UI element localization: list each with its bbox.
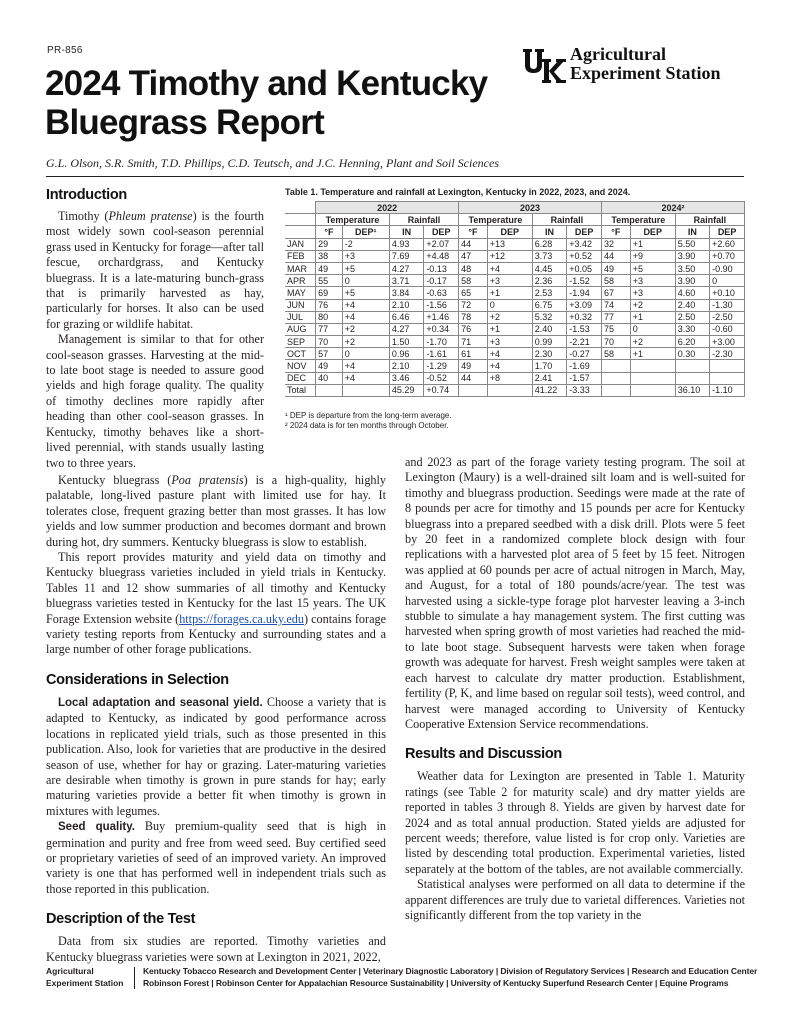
table-row bbox=[285, 238, 745, 250]
row-label: FEB bbox=[285, 250, 316, 262]
section-heading-results: Results and Discussion bbox=[405, 746, 562, 763]
table-cell: +1 bbox=[487, 287, 532, 299]
row-label: JUL bbox=[285, 311, 316, 323]
table-cell: -1.94 bbox=[567, 287, 602, 299]
table-cell: 4.45 bbox=[532, 262, 566, 274]
table-cell: +0.05 bbox=[567, 262, 602, 274]
table-cell: 4.27 bbox=[389, 262, 423, 274]
table-row bbox=[285, 311, 745, 323]
table-cell: 77 bbox=[602, 311, 631, 323]
test-paragraph-1a: Data from six studies are reported. Timothy varieties and Kentucky bluegrass varieties were sown at Lexington in 2021, 2022, bbox=[46, 934, 386, 964]
table-cell: 2.30 bbox=[532, 348, 566, 360]
weather-table bbox=[285, 201, 745, 397]
table-cell: -1.61 bbox=[424, 348, 459, 360]
table-cell: 2.40 bbox=[675, 299, 709, 311]
table-cell: -2.21 bbox=[567, 336, 602, 348]
group-header: Temperature bbox=[459, 214, 533, 226]
table-cell: +3 bbox=[630, 275, 675, 287]
group-header: Temperature bbox=[602, 214, 676, 226]
table-row bbox=[285, 384, 745, 396]
year-header: 2023 bbox=[459, 202, 602, 214]
table-cell: 76 bbox=[316, 299, 343, 311]
table-cell: 58 bbox=[602, 348, 631, 360]
table-cell bbox=[602, 372, 631, 384]
table-cell: 77 bbox=[316, 323, 343, 335]
table-cell: 3.90 bbox=[675, 250, 709, 262]
table-cell: 0.96 bbox=[389, 348, 423, 360]
table-cell: -2 bbox=[342, 238, 389, 250]
table-cell: 3.71 bbox=[389, 275, 423, 287]
row-label: JUN bbox=[285, 299, 316, 311]
table-cell bbox=[602, 360, 631, 372]
column-header: IN bbox=[675, 226, 709, 238]
table-row bbox=[285, 275, 745, 287]
table-cell: -1.30 bbox=[710, 299, 745, 311]
table-cell: 2.40 bbox=[532, 323, 566, 335]
table-cell: 76 bbox=[459, 323, 488, 335]
row-label: APR bbox=[285, 275, 316, 287]
selection-paragraph-2: Seed quality. Buy premium-quality seed that is high in germination and purity and free from weed seed. Buy certified seed or proprietary varieties of seed of an improved variety. An improved variety is one that has performed well in independent trials such as those reported in this publication. bbox=[46, 819, 386, 896]
table-row bbox=[285, 287, 745, 299]
year-header: 2022 bbox=[316, 202, 459, 214]
results-paragraph-1: Weather data for Lexington are presented in Table 1. Maturity ratings (see Table 2 for maturity scale) and dry matter yields are reported in tables 3 through 8. Yields are given by harvest date for 2024 and as total annual production. Stated yields are adjusted for percent weeds; therefore, value listed is for crop only. Varieties are listed by descending total production. Experimental varieties, listed separately at the bottom of the tables, are not available commercially. bbox=[405, 769, 745, 876]
table-cell: 7.69 bbox=[389, 250, 423, 262]
group-header: Rainfall bbox=[532, 214, 601, 226]
table-cell: 2.10 bbox=[389, 299, 423, 311]
table-cell: -0.60 bbox=[710, 323, 745, 335]
row-label: NOV bbox=[285, 360, 316, 372]
table-cell: +13 bbox=[487, 238, 532, 250]
table-cell: 0.99 bbox=[532, 336, 566, 348]
table-cell: +5 bbox=[342, 287, 389, 299]
table-cell: +0.74 bbox=[424, 384, 459, 396]
group-header: Rainfall bbox=[389, 214, 458, 226]
table-cell: +0.34 bbox=[424, 323, 459, 335]
column-header: DEP bbox=[424, 226, 459, 238]
column-header: DEP bbox=[567, 226, 602, 238]
table-cell bbox=[675, 372, 709, 384]
table-cell bbox=[630, 384, 675, 396]
table-cell: -1.52 bbox=[567, 275, 602, 287]
table-cell: -2.30 bbox=[710, 348, 745, 360]
table-cell bbox=[630, 372, 675, 384]
table-cell: +2 bbox=[342, 336, 389, 348]
table-cell: 0 bbox=[342, 348, 389, 360]
table-cell: +4 bbox=[342, 372, 389, 384]
column-header: IN bbox=[532, 226, 566, 238]
table-cell: +2 bbox=[342, 323, 389, 335]
table-cell bbox=[459, 384, 488, 396]
table-cell: 5.50 bbox=[675, 238, 709, 250]
table-cell: 3.73 bbox=[532, 250, 566, 262]
table-cell bbox=[316, 384, 343, 396]
table-cell: -0.90 bbox=[710, 262, 745, 274]
table-cell bbox=[487, 384, 532, 396]
column-header: DEP bbox=[710, 226, 745, 238]
footer-divider bbox=[134, 967, 135, 989]
table-cell: 38 bbox=[316, 250, 343, 262]
table-row bbox=[285, 323, 745, 335]
column-header: IN bbox=[389, 226, 423, 238]
table-cell: 6.46 bbox=[389, 311, 423, 323]
row-label: MAR bbox=[285, 262, 316, 274]
header-rule bbox=[46, 176, 744, 177]
table-cell: 6.20 bbox=[675, 336, 709, 348]
row-label: JAN bbox=[285, 238, 316, 250]
table-cell: 41.22 bbox=[532, 384, 566, 396]
table-cell: +2 bbox=[487, 311, 532, 323]
footnote-2: ² 2024 data is for ten months through October. bbox=[285, 421, 449, 430]
table-cell bbox=[710, 372, 745, 384]
intro-paragraph-2: Management is similar to that for other cool-season grasses. Harvesting at the mid- to late boot stage is needed to assure good yields and high forage quality. The quality of timothy declines more rapidly after heading than other cool-season grasses. In Kentucky, timothy behaves like a short-lived perennial, with stands usually lasting two to three years. bbox=[46, 332, 264, 470]
group-header: Rainfall bbox=[675, 214, 744, 226]
table-cell: 49 bbox=[316, 360, 343, 372]
table-cell bbox=[602, 384, 631, 396]
table-cell: 1.50 bbox=[389, 336, 423, 348]
table-cell: +0.10 bbox=[710, 287, 745, 299]
table-cell: -0.13 bbox=[424, 262, 459, 274]
table-cell: 3.50 bbox=[675, 262, 709, 274]
results-paragraph-2: Statistical analyses were performed on all data to determine if the apparent differences are truly due to varietal differences. Varieties not significantly different from the top variety in the bbox=[405, 877, 745, 922]
row-label: AUG bbox=[285, 323, 316, 335]
table-cell: 70 bbox=[316, 336, 343, 348]
uk-aes-logo bbox=[522, 45, 752, 87]
column-header: °F bbox=[316, 226, 343, 238]
table-cell: 49 bbox=[459, 360, 488, 372]
column-header: DEP¹ bbox=[342, 226, 389, 238]
table-cell: +4 bbox=[487, 262, 532, 274]
logo-line-1: Agricultural bbox=[570, 44, 666, 64]
logo-line-2: Experiment Station bbox=[570, 63, 721, 83]
table-cell: 47 bbox=[459, 250, 488, 262]
table-cell: -1.56 bbox=[424, 299, 459, 311]
test-paragraph-1b: and 2023 as part of the forage variety testing program. The soil at Lexington (Maury) is a well-drained silt loam and is well-suited for timothy and bluegrass production. Seedings were made at the rate of 8 pounds per acre for timothy and 15 pounds per acre for Kentucky bluegrass into a prepared seedbed with a disk drill. Plots were 5 feet by 20 feet in a randomized complete block design with four replications with a harvested plot area of 5 feet by 15 feet. Nitrogen was applied at 60 pounds per acre of actual nitrogen in March, May, and August, for a total of 180 pounds/acre/year. The test was harvested using a sickle-type forage plot harvester leaving a 3-inch stubble to simulate a hay management system. The first cutting was harvested when spring growth of most varieties had reached the mid- to late boot stage. Subsequent harvests were taken when forage growth was adequate for harvest. Fresh weight samples were taken at each harvest to calculate dry matter production. Establishment, fertility (P, K, and lime based on regular soil tests), weed control, and harvest were managed according to University of Kentucky Cooperative Extension Service recommendations. bbox=[405, 455, 745, 731]
section-heading-test: Description of the Test bbox=[46, 911, 196, 928]
column-header: DEP bbox=[487, 226, 532, 238]
table-cell: 2.10 bbox=[389, 360, 423, 372]
table-cell: 75 bbox=[602, 323, 631, 335]
table-cell: -0.27 bbox=[567, 348, 602, 360]
row-label: SEP bbox=[285, 336, 316, 348]
intro-paragraph-4: This report provides maturity and yield data on timothy and Kentucky bluegrass varieties included in yield trials in Kentucky. Tables 11 and 12 show summaries of all timothy and Kentucky bluegrass varieties tested in Kentucky for the last 15 years. The UK Forage Extension website (https://forages.ca.uky.edu) contains forage variety testing reports from Kentucky and surrounding states and a large number of other forage publications. bbox=[46, 550, 386, 657]
table-cell: +4 bbox=[342, 360, 389, 372]
table-cell: 29 bbox=[316, 238, 343, 250]
table-cell: 3.30 bbox=[675, 323, 709, 335]
authors: G.L. Olson, S.R. Smith, T.D. Phillips, C.D. Teutsch, and J.C. Henning, Plant and Soil Sciences bbox=[46, 156, 499, 170]
table-cell: 44 bbox=[459, 372, 488, 384]
table-cell: -2.50 bbox=[710, 311, 745, 323]
table-cell: 55 bbox=[316, 275, 343, 287]
table-cell: 0 bbox=[630, 323, 675, 335]
table-cell: +2 bbox=[630, 336, 675, 348]
table-cell: 58 bbox=[602, 275, 631, 287]
table-cell: +4 bbox=[342, 299, 389, 311]
document-id: PR-856 bbox=[47, 45, 83, 56]
table-1-caption: Table 1. Temperature and rainfall at Lexington, Kentucky in 2022, 2023, and 2024. bbox=[285, 187, 631, 197]
table-cell: 3.84 bbox=[389, 287, 423, 299]
table-cell: 58 bbox=[459, 275, 488, 287]
table-cell: +1 bbox=[630, 311, 675, 323]
table-cell: 78 bbox=[459, 311, 488, 323]
table-cell: -1.29 bbox=[424, 360, 459, 372]
selection-paragraph-1: Local adaptation and seasonal yield. Choose a variety that is adapted to Kentucky, as indicated by good performance across locations in replicated yield trials, such as those presented in this publication. Also, look for varieties that are productive in the desired season of use, whether for hay or grazing. Later-maturing varieties are desirable when timothy is grown in pure stands for hay; early maturing varieties provide a better fit when timothy is grown in mixtures with legumes. bbox=[46, 694, 386, 818]
table-cell: +5 bbox=[342, 262, 389, 274]
footnote-1: ¹ DEP is departure from the long-term average. bbox=[285, 411, 452, 420]
table-cell: 80 bbox=[316, 311, 343, 323]
row-label: OCT bbox=[285, 348, 316, 360]
table-cell: +3.00 bbox=[710, 336, 745, 348]
table-cell: +2.07 bbox=[424, 238, 459, 250]
table-cell bbox=[710, 360, 745, 372]
table-row bbox=[285, 336, 745, 348]
table-cell: 49 bbox=[316, 262, 343, 274]
table-cell: 0.30 bbox=[675, 348, 709, 360]
table-cell: 3.90 bbox=[675, 275, 709, 287]
table-cell: -3.33 bbox=[567, 384, 602, 396]
table-cell: +1 bbox=[630, 238, 675, 250]
table-cell: 6.75 bbox=[532, 299, 566, 311]
forage-website-link[interactable]: https://forages.ca.uky.edu bbox=[179, 611, 304, 626]
table-row bbox=[285, 360, 745, 372]
table-cell: +1 bbox=[630, 348, 675, 360]
table-cell: +0.52 bbox=[567, 250, 602, 262]
table-cell: +3.42 bbox=[567, 238, 602, 250]
section-heading-introduction: Introduction bbox=[46, 187, 127, 203]
table-cell: 49 bbox=[602, 262, 631, 274]
intro-paragraph-3: Kentucky bluegrass (Poa pratensis) is a high-quality, highly palatable, long-lived pasture plant with limited use for hay. It tolerates close, frequent grazing better than most grasses. It has low yields and low summer production and becomes dormant and brown during hot, dry summers. Kentucky bluegrass is slow to establish. bbox=[46, 473, 386, 549]
table-cell: -1.10 bbox=[710, 384, 745, 396]
table-cell: 57 bbox=[316, 348, 343, 360]
table-cell: +3 bbox=[630, 287, 675, 299]
table-cell: +0.70 bbox=[710, 250, 745, 262]
right-column bbox=[405, 455, 745, 923]
table-cell: +4 bbox=[342, 311, 389, 323]
table-cell: 44 bbox=[459, 238, 488, 250]
table-cell: 44 bbox=[602, 250, 631, 262]
table-cell: 45.29 bbox=[389, 384, 423, 396]
table-cell: 5.32 bbox=[532, 311, 566, 323]
table-cell: 36.10 bbox=[675, 384, 709, 396]
row-label: Total bbox=[285, 384, 316, 396]
table-1-footnotes bbox=[285, 411, 452, 431]
table-cell: -1.69 bbox=[567, 360, 602, 372]
table-cell: 74 bbox=[602, 299, 631, 311]
table-cell bbox=[675, 360, 709, 372]
footer-units bbox=[143, 966, 758, 989]
table-cell: +1 bbox=[487, 323, 532, 335]
table-cell: 71 bbox=[459, 336, 488, 348]
uk-logo-icon bbox=[522, 47, 566, 85]
table-cell: 2.41 bbox=[532, 372, 566, 384]
section-heading-selection: Considerations in Selection bbox=[46, 671, 229, 688]
table-cell: 2.50 bbox=[675, 311, 709, 323]
table-cell: -1.57 bbox=[567, 372, 602, 384]
table-cell: +8 bbox=[487, 372, 532, 384]
left-column bbox=[46, 473, 386, 965]
table-cell: 61 bbox=[459, 348, 488, 360]
row-label: MAY bbox=[285, 287, 316, 299]
table-cell: 65 bbox=[459, 287, 488, 299]
table-cell: +3 bbox=[487, 336, 532, 348]
table-cell: 0 bbox=[487, 299, 532, 311]
table-cell: 70 bbox=[602, 336, 631, 348]
table-cell: 2.36 bbox=[532, 275, 566, 287]
table-cell: 4.27 bbox=[389, 323, 423, 335]
table-cell: +12 bbox=[487, 250, 532, 262]
table-cell: 0 bbox=[710, 275, 745, 287]
table-cell: 69 bbox=[316, 287, 343, 299]
column-header: °F bbox=[602, 226, 631, 238]
table-cell bbox=[342, 384, 389, 396]
table-row bbox=[285, 372, 745, 384]
page-title: 2024 Timothy and Kentucky Bluegrass Report bbox=[45, 64, 488, 142]
table-cell: 4.93 bbox=[389, 238, 423, 250]
column-header: °F bbox=[459, 226, 488, 238]
column-header: DEP bbox=[630, 226, 675, 238]
intro-paragraph-1: Timothy (Phleum pratense) is the fourth most widely sown cool-season perennial grass used in Kentucky for forage—after tall fescue, orchardgrass, and Kentucky bluegrass. It is a late-maturing bunch-grass that is primarily harvested as hay, particularly for horses. It also can be used for grazing or wildlife habitat. bbox=[46, 209, 265, 331]
table-cell: 6.28 bbox=[532, 238, 566, 250]
table-row bbox=[285, 299, 745, 311]
intro-narrow-column bbox=[46, 209, 264, 471]
table-cell: -1.53 bbox=[567, 323, 602, 335]
table-row bbox=[285, 262, 745, 274]
group-header: Temperature bbox=[316, 214, 390, 226]
table-cell: 2.53 bbox=[532, 287, 566, 299]
table-cell: +3 bbox=[342, 250, 389, 262]
table-cell: -0.52 bbox=[424, 372, 459, 384]
table-cell: 1.70 bbox=[532, 360, 566, 372]
table-cell: +3.09 bbox=[567, 299, 602, 311]
table-cell: +4 bbox=[487, 360, 532, 372]
table-row bbox=[285, 348, 745, 360]
table-cell: +2.60 bbox=[710, 238, 745, 250]
table-cell: +9 bbox=[630, 250, 675, 262]
table-cell: +5 bbox=[630, 262, 675, 274]
footer-units-line-2: Robinson Forest | Robinson Center for Appalachian Resource Sustainability | University of Kentucky Superfund Research Center | Equine Programs bbox=[143, 977, 729, 988]
table-cell: +0.32 bbox=[567, 311, 602, 323]
table-cell: 3.46 bbox=[389, 372, 423, 384]
table-cell: 4.60 bbox=[675, 287, 709, 299]
table-cell: +4.48 bbox=[424, 250, 459, 262]
table-cell: -0.63 bbox=[424, 287, 459, 299]
table-cell: +1.46 bbox=[424, 311, 459, 323]
table-cell: +3 bbox=[487, 275, 532, 287]
table-cell: 32 bbox=[602, 238, 631, 250]
table-cell: -1.70 bbox=[424, 336, 459, 348]
table-cell: 40 bbox=[316, 372, 343, 384]
table-cell: 0 bbox=[342, 275, 389, 287]
footer-brand: Agricultural Experiment Station bbox=[46, 966, 124, 988]
footer bbox=[46, 966, 758, 990]
table-cell: -0.17 bbox=[424, 275, 459, 287]
table-cell: +2 bbox=[630, 299, 675, 311]
table-cell: 72 bbox=[459, 299, 488, 311]
table-row bbox=[285, 250, 745, 262]
footer-units-line-1: Kentucky Tobacco Research and Development Center | Veterinary Diagnostic Laboratory | Division of Regulatory Services | Research and Education Center bbox=[143, 966, 758, 976]
table-cell: 67 bbox=[602, 287, 631, 299]
year-header: 2024² bbox=[602, 202, 745, 214]
table-cell: 48 bbox=[459, 262, 488, 274]
table-cell: +4 bbox=[487, 348, 532, 360]
table-cell bbox=[630, 360, 675, 372]
row-label: DEC bbox=[285, 372, 316, 384]
